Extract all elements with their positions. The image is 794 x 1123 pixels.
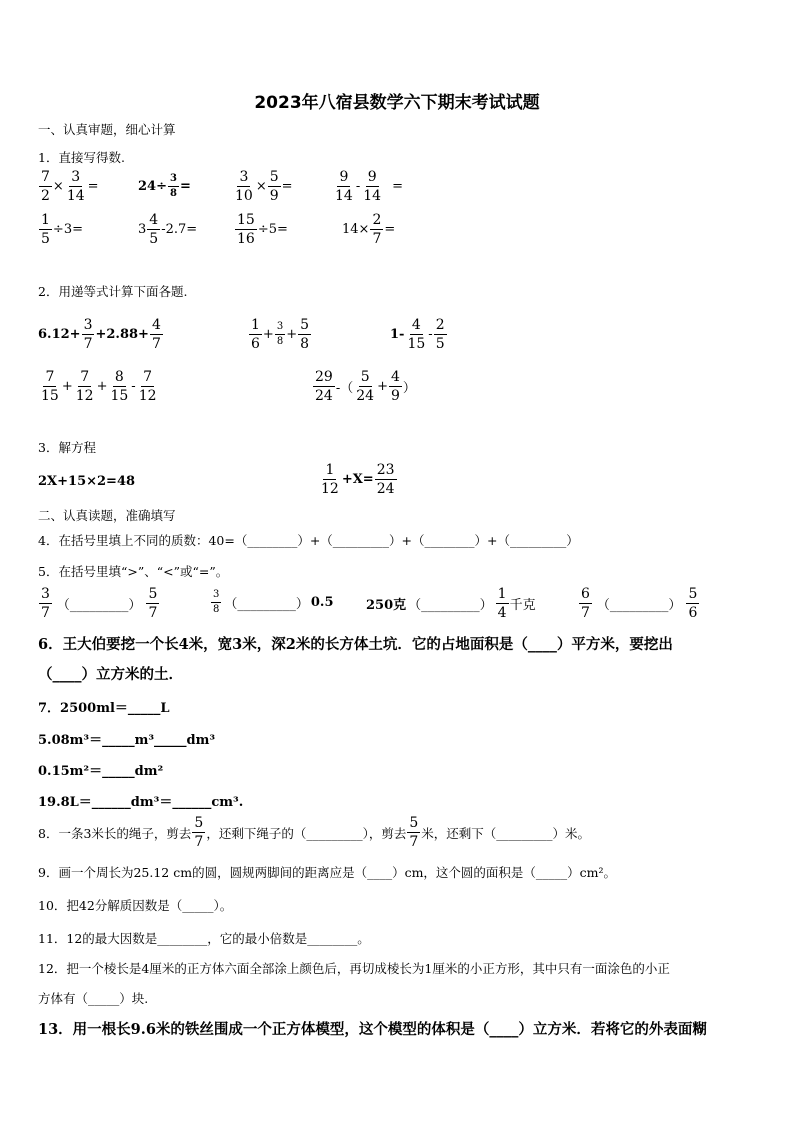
denominator: 24 (356, 388, 375, 404)
denominator: 15 (407, 336, 426, 352)
denominator: 8 (169, 188, 177, 199)
operator: × (52, 179, 64, 194)
numerator: 4 (149, 212, 159, 228)
numerator: 29 (315, 369, 333, 385)
q8-middle: ，还剩下绳子的（_________），剪去 (206, 825, 407, 841)
numerator: 8 (114, 369, 124, 385)
operator: - (428, 327, 433, 342)
middle: +X= (341, 472, 374, 487)
numerator: 3 (71, 169, 81, 185)
numerator: 5 (148, 586, 158, 602)
q8-prefix: 8．一条3米长的绳子，剪去 (38, 825, 192, 841)
q1-item-f (138, 213, 197, 246)
q1-item-e (38, 213, 83, 246)
question-6-line-1: 6．王大伯要挖一个长4米，宽3米，深2米的长方体土坑．它的占地面积是（____）平方米，要挖出 (38, 636, 673, 653)
denominator: 7 (148, 605, 158, 621)
denominator: 12 (75, 388, 94, 404)
numerator: 1 (497, 586, 507, 602)
denominator: 5 (41, 231, 50, 247)
q8-suffix: 米，还剩下（_________）米。 (421, 825, 591, 841)
denominator: 10 (235, 188, 253, 204)
denominator: 14 (66, 188, 85, 204)
q1-item-a (38, 170, 99, 203)
q3-item-a: 2X+15×2=48 (38, 474, 136, 489)
q2-item-a (38, 318, 164, 351)
fraction (389, 370, 402, 403)
fraction (82, 318, 95, 351)
fraction (168, 174, 179, 199)
question-9: 9．画一个周长为25.12 cm的圆，圆规两脚间的距离应是（____）cm，这个圆的面积是（_____）cm²。 (38, 865, 617, 880)
numerator: 2 (435, 317, 445, 333)
q5-item-c (366, 587, 536, 620)
fraction (235, 213, 257, 246)
denominator: 7 (41, 605, 50, 621)
denominator: 5 (149, 231, 159, 247)
fraction (249, 318, 262, 351)
answer-blank: （_________） (56, 598, 142, 613)
equals: = (179, 179, 191, 194)
q5-item-b (210, 590, 334, 615)
prefix: 1- (390, 327, 405, 342)
operator: × (255, 179, 267, 194)
fraction (275, 322, 285, 347)
operator: + (96, 379, 108, 394)
fraction (39, 587, 52, 620)
numerator: 5 (409, 815, 419, 831)
denominator: 7 (151, 336, 161, 352)
middle: +2.88+ (95, 327, 149, 342)
fraction (39, 170, 52, 203)
fraction (150, 318, 163, 351)
denominator: 24 (315, 388, 333, 404)
fraction (319, 463, 341, 496)
equals: = (384, 222, 396, 237)
denominator: 9 (390, 388, 400, 404)
fraction (361, 170, 383, 203)
denominator: 7 (409, 834, 419, 850)
denominator: 5 (435, 336, 445, 352)
denominator: 4 (497, 605, 507, 621)
q2-item-e (312, 370, 416, 403)
q2-item-c (390, 318, 448, 351)
numerator: 5 (360, 369, 370, 385)
numerator: 3 (211, 590, 221, 603)
suffix: ） (402, 381, 416, 396)
answer-blank: （_________） (596, 598, 682, 613)
q1-item-h (342, 213, 395, 246)
question-12-line-2: 方体有（_____）块. (38, 991, 149, 1006)
numerator: 7 (41, 169, 50, 185)
fraction (434, 318, 447, 351)
prefix: 24÷ (138, 179, 167, 194)
denominator: 14 (363, 188, 382, 204)
denominator: 7 (194, 834, 204, 850)
fraction (405, 318, 427, 351)
q2-item-b (248, 318, 312, 351)
numerator: 5 (194, 815, 204, 831)
numerator: 3 (239, 169, 249, 185)
denominator: 12 (138, 388, 157, 404)
section-2-heading: 二、认真读题，准确填写 (38, 508, 176, 523)
q2-item-d (38, 370, 160, 403)
question-7-line-4: 19.8L＝______dm³＝______cm³. (38, 795, 244, 810)
operator: + (377, 379, 388, 394)
whole-part: 3 (138, 222, 147, 237)
fraction (579, 587, 592, 620)
question-1: 1．直接写得数. (38, 150, 125, 165)
fraction (313, 370, 335, 403)
prefix: 6.12+ (38, 327, 81, 342)
fraction (233, 170, 255, 203)
equals: = (392, 179, 403, 194)
q1-item-g (234, 213, 288, 246)
operator: + (286, 327, 298, 342)
q1-item-d (332, 170, 403, 203)
numerator: 7 (80, 369, 90, 385)
question-13: 13．用一根长9.6米的铁丝围成一个正方体模型，这个模型的体积是（____）立方米．若将它的外表面糊 (38, 1021, 707, 1038)
equals: = (87, 179, 99, 194)
question-12-line-1: 12．把一个棱长是4厘米的正方体六面全部涂上颜色后，再切成棱长为1厘米的小正方形，其中只有一面涂色的小正 (38, 961, 670, 976)
numerator: 9 (367, 169, 377, 185)
question-7-line-2: 5.08m³＝_____m³_____dm³ (38, 733, 216, 748)
q1-item-c (232, 170, 293, 203)
numerator: 7 (143, 369, 153, 385)
denominator: 7 (372, 231, 382, 247)
denominator: 7 (581, 605, 590, 621)
operator: + (262, 327, 274, 342)
middle: -（ (335, 381, 354, 396)
fraction (39, 370, 61, 403)
fraction (147, 213, 160, 246)
suffix: -2.7= (161, 222, 198, 237)
denominator: 15 (110, 388, 129, 404)
denominator: 14 (335, 188, 353, 204)
numerator: 4 (390, 369, 400, 385)
numerator: 5 (688, 586, 698, 602)
fraction (211, 590, 221, 615)
answer-blank: （_________） (224, 597, 309, 612)
answer-blank: （_________） (408, 598, 493, 613)
numerator: 6 (581, 586, 590, 602)
numerator: 15 (237, 212, 255, 228)
fraction (146, 587, 159, 620)
numerator: 9 (339, 169, 349, 185)
denominator: 6 (688, 605, 698, 621)
question-11: 11．12的最大因数是________，它的最小倍数是________。 (38, 931, 370, 946)
fraction (65, 170, 87, 203)
fraction (298, 318, 311, 351)
numerator: 1 (41, 212, 50, 228)
denominator: 8 (276, 336, 284, 347)
numerator: 7 (45, 369, 55, 385)
numerator: 4 (151, 317, 161, 333)
suffix: 0.5 (310, 595, 334, 610)
question-3: 3．解方程 (38, 440, 96, 455)
denominator: 8 (213, 604, 220, 615)
equals: = (281, 179, 293, 194)
question-7-line-1: 7．2500ml＝_____L (38, 701, 170, 716)
operator: - (131, 379, 136, 394)
question-5: 5．在括号里填“>”、“<”或“=”。 (38, 564, 229, 579)
fraction (375, 463, 397, 496)
fraction (137, 370, 159, 403)
q5-item-a (38, 587, 160, 620)
numerator: 23 (376, 462, 395, 478)
q1-item-b (138, 174, 191, 199)
section-1-heading: 一、认真审题，细心计算 (38, 122, 176, 137)
numerator: 3 (168, 174, 179, 187)
numerator: 3 (83, 317, 93, 333)
q3-item-b (318, 463, 398, 496)
numerator: 3 (275, 322, 285, 335)
page-title: 2023年八宿县数学六下期末考试试题 (254, 93, 540, 113)
fraction (39, 213, 52, 246)
numerator: 5 (269, 169, 279, 185)
question-4: 4．在括号里填上不同的质数：40=（________）+（_________）+（________）+（_________） (38, 533, 579, 548)
denominator: 12 (321, 481, 339, 497)
fraction (333, 170, 355, 203)
denominator: 7 (83, 336, 93, 352)
prefix: 250克 (366, 598, 407, 613)
prefix: 14× (342, 222, 370, 237)
operator: - (355, 179, 361, 194)
fraction (192, 816, 205, 849)
question-7-line-3: 0.15m²＝_____dm² (38, 764, 164, 779)
fraction (496, 587, 509, 620)
numerator: 1 (325, 462, 335, 478)
question-8 (38, 816, 590, 849)
fraction (108, 370, 130, 403)
denominator: 8 (300, 336, 310, 352)
question-10: 10．把42分解质因数是（_____）。 (38, 898, 233, 913)
question-2: 2．用递等式计算下面各题. (38, 284, 188, 299)
denominator: 24 (376, 481, 395, 497)
question-6-line-2: （____）立方米的土． (38, 666, 183, 683)
denominator: 2 (41, 188, 50, 204)
numerator: 5 (300, 317, 310, 333)
numerator: 2 (372, 212, 382, 228)
numerator: 3 (41, 586, 50, 602)
fraction (268, 170, 281, 203)
suffix: 千克 (509, 598, 536, 613)
fraction (74, 370, 96, 403)
numerator: 1 (251, 317, 260, 333)
suffix: ÷3= (52, 222, 83, 237)
numerator: 4 (411, 317, 421, 333)
q5-item-d (578, 587, 700, 620)
denominator: 6 (251, 336, 260, 352)
operator: + (61, 379, 73, 394)
denominator: 15 (41, 388, 59, 404)
denominator: 16 (237, 231, 255, 247)
fraction (407, 816, 420, 849)
fraction (354, 370, 376, 403)
suffix: ÷5= (257, 222, 288, 237)
denominator: 9 (269, 188, 279, 204)
fraction (370, 213, 383, 246)
fraction (686, 587, 699, 620)
